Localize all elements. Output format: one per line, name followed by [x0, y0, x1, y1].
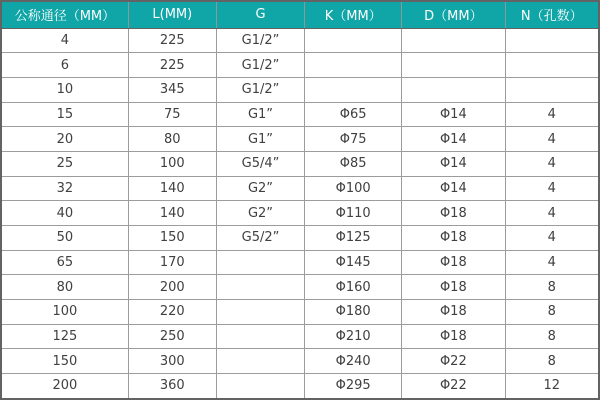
table-row	[1, 201, 599, 226]
table-cell: 4	[505, 201, 599, 226]
header-hole-count-n: N（孔数）	[505, 1, 599, 28]
table-cell: 4	[1, 28, 128, 53]
table-cell	[402, 53, 505, 78]
table-row	[1, 127, 599, 152]
table-cell: G1”	[216, 102, 305, 127]
table-cell: 225	[128, 53, 216, 78]
table-cell: 140	[128, 201, 216, 226]
table-cell	[305, 53, 402, 78]
table-cell: Φ65	[305, 102, 402, 127]
table-cell: 12	[505, 373, 599, 399]
table-cell: Φ295	[305, 373, 402, 399]
table-cell: 4	[505, 225, 599, 250]
table-cell	[216, 349, 305, 374]
table-cell	[505, 77, 599, 102]
table-cell: 360	[128, 373, 216, 399]
table-cell: 220	[128, 299, 216, 324]
table-cell	[505, 28, 599, 53]
table-cell: 200	[1, 373, 128, 399]
table-cell: Φ18	[402, 250, 505, 275]
table-cell: G1/2”	[216, 28, 305, 53]
table-cell: 20	[1, 127, 128, 152]
table-cell: Φ14	[402, 176, 505, 201]
table-row	[1, 349, 599, 374]
table-cell: Φ18	[402, 275, 505, 300]
table-cell: 100	[128, 151, 216, 176]
table-row	[1, 53, 599, 78]
table-row	[1, 176, 599, 201]
table-cell: Φ85	[305, 151, 402, 176]
table-cell: Φ18	[402, 324, 505, 349]
header-nominal-diameter: 公称通径（MM）	[1, 1, 128, 28]
table-row	[1, 77, 599, 102]
table-cell: Φ22	[402, 373, 505, 399]
table-cell: 15	[1, 102, 128, 127]
table-cell: 140	[128, 176, 216, 201]
header-row	[1, 1, 599, 28]
table-cell: Φ240	[305, 349, 402, 374]
table-cell: 75	[128, 102, 216, 127]
table-cell: 170	[128, 250, 216, 275]
table-cell: 150	[1, 349, 128, 374]
table-cell	[216, 299, 305, 324]
header-hole-diameter-d: D（MM）	[402, 1, 505, 28]
header-thread-g: G	[216, 1, 305, 28]
table-cell: 4	[505, 250, 599, 275]
table-cell: 32	[1, 176, 128, 201]
table-cell: Φ22	[402, 349, 505, 374]
table-cell: Φ145	[305, 250, 402, 275]
table-cell: G5/4”	[216, 151, 305, 176]
table-cell: 65	[1, 250, 128, 275]
table-cell: 80	[1, 275, 128, 300]
table-row	[1, 275, 599, 300]
table-row	[1, 225, 599, 250]
table-cell: Φ18	[402, 201, 505, 226]
table-cell: Φ210	[305, 324, 402, 349]
table-cell	[402, 77, 505, 102]
table-cell: G5/2”	[216, 225, 305, 250]
table-row	[1, 250, 599, 275]
table-cell: G1”	[216, 127, 305, 152]
table-cell: 100	[1, 299, 128, 324]
table-cell	[216, 275, 305, 300]
table-cell: Φ75	[305, 127, 402, 152]
table-cell: Φ14	[402, 127, 505, 152]
table-cell: Φ18	[402, 225, 505, 250]
table-cell: 8	[505, 324, 599, 349]
table-cell: 4	[505, 102, 599, 127]
table-row	[1, 299, 599, 324]
header-bolt-circle-k: K（MM）	[305, 1, 402, 28]
table-cell: G1/2”	[216, 53, 305, 78]
table-cell: Φ14	[402, 102, 505, 127]
table-cell	[305, 77, 402, 102]
table-row	[1, 324, 599, 349]
table-cell: 50	[1, 225, 128, 250]
table-cell: Φ18	[402, 299, 505, 324]
table-row	[1, 102, 599, 127]
table-cell: 40	[1, 201, 128, 226]
table-cell: Φ125	[305, 225, 402, 250]
table-cell	[305, 28, 402, 53]
table-cell: 300	[128, 349, 216, 374]
table-cell: G2”	[216, 201, 305, 226]
table-cell: 8	[505, 299, 599, 324]
table-cell: Φ14	[402, 151, 505, 176]
table-cell	[216, 324, 305, 349]
table-cell: 200	[128, 275, 216, 300]
table-cell: 80	[128, 127, 216, 152]
spec-table-body	[1, 28, 599, 399]
table-cell: 125	[1, 324, 128, 349]
table-cell: 250	[128, 324, 216, 349]
table-cell: 6	[1, 53, 128, 78]
table-cell	[402, 28, 505, 53]
table-cell	[216, 373, 305, 399]
table-cell: Φ180	[305, 299, 402, 324]
table-row	[1, 373, 599, 399]
table-cell	[216, 250, 305, 275]
table-cell: 225	[128, 28, 216, 53]
table-cell: Φ160	[305, 275, 402, 300]
table-cell: G2”	[216, 176, 305, 201]
table-cell: 4	[505, 127, 599, 152]
table-cell: 10	[1, 77, 128, 102]
table-cell: G1/2”	[216, 77, 305, 102]
table-cell: 8	[505, 275, 599, 300]
table-cell: 345	[128, 77, 216, 102]
table-row	[1, 28, 599, 53]
table-cell: 8	[505, 349, 599, 374]
table-cell: 4	[505, 176, 599, 201]
table-cell: 150	[128, 225, 216, 250]
table-cell: 4	[505, 151, 599, 176]
table-row	[1, 151, 599, 176]
table-cell: 25	[1, 151, 128, 176]
table-cell: Φ100	[305, 176, 402, 201]
table-cell	[505, 53, 599, 78]
header-length-l: L(MM)	[128, 1, 216, 28]
table-cell: Φ110	[305, 201, 402, 226]
